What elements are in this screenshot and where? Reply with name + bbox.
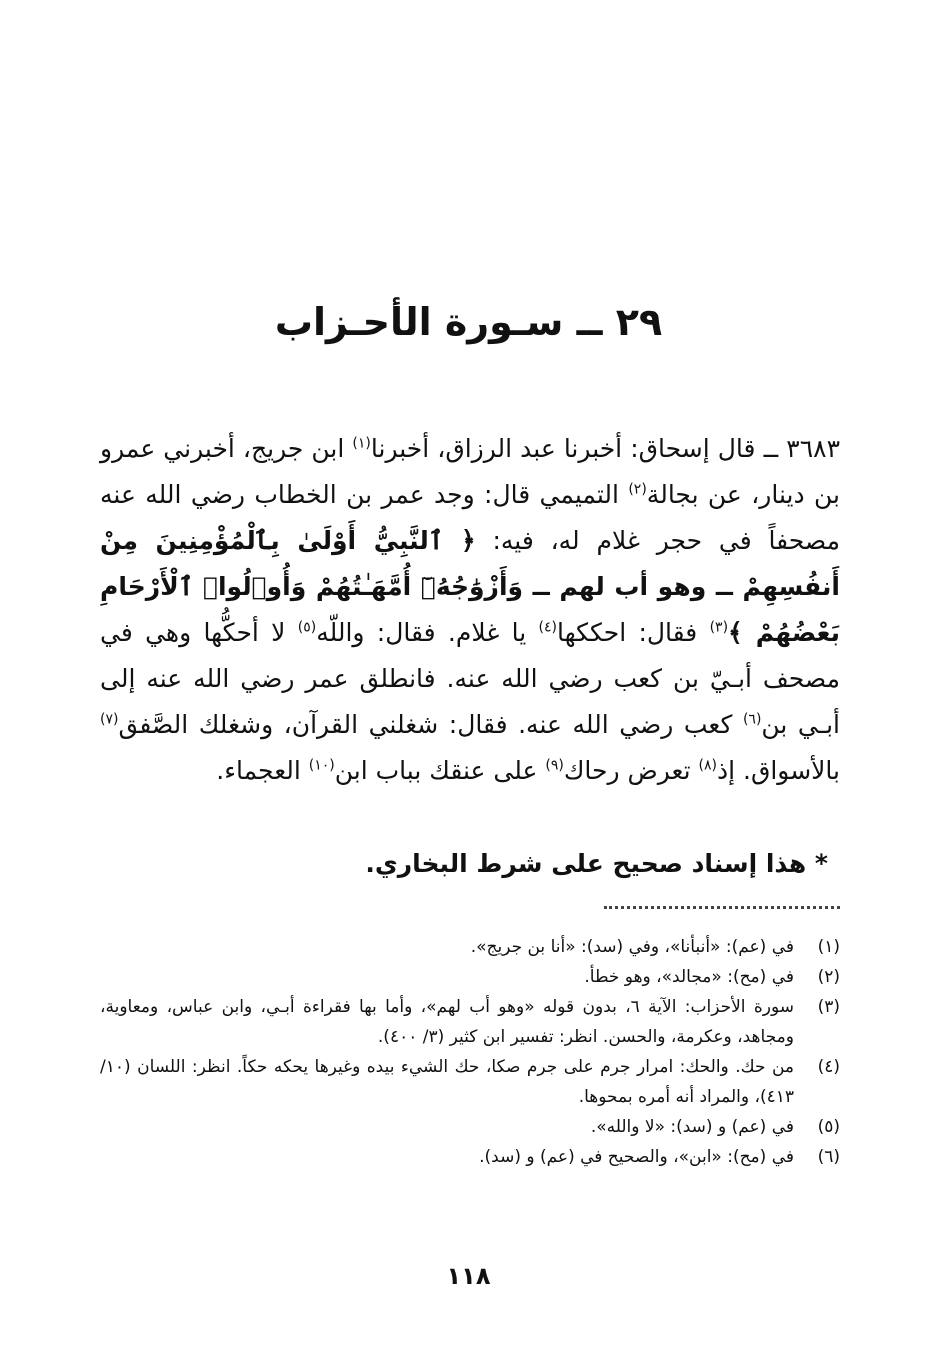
quran-verse: ﴿ ٱلنَّبِيُّ أَوْلَىٰ بِٱلْمُؤْمِنِينَ مِنْ أَنفُسِهِمْ ــ وهو أب لهم ــ وَأَزْوَٰجُهُۥٓ أُمَّهَـٰتُهُمْ وَأُو۟لُوا۟ ٱلْأَرْحَامِ بَعْضُهُمْ ﴾ (100, 526, 840, 647)
footnote-ref: (٨) (698, 757, 717, 774)
hadith-segment: العجماء. (216, 756, 301, 785)
hadith-segment: ابن جريج، أخبرني عمرو بن دينار، عن بجالة (100, 434, 840, 509)
hadith-segment: على عنقك بباب ابن (334, 756, 538, 785)
hadith-segment: لا أحكُّها وهي في مصحف أبـيّ بن كعب رضي الله عنه. فانطلق عمر رضي الله عنه إلى أبـي بن (100, 618, 840, 739)
footnote-number: (٤) (817, 1057, 840, 1077)
footnote-ref: (٣) (709, 619, 729, 636)
isnad-verdict: * هذا إسناد صحيح على شرط البخاري. (365, 849, 828, 878)
footnote-text: في (عم): «أنبأنا»، وفي (سد): «أنا بن جريج». (470, 937, 794, 957)
footnote-item (100, 962, 840, 992)
footnote-number: (٣) (817, 997, 840, 1017)
hadith-number: ٣٦٨٣ ــ (763, 434, 840, 463)
footnote-text: في (عم) و (سد): «لا والله». (590, 1117, 794, 1137)
footnote-ref: (٩) (545, 757, 564, 774)
footnote-number: (١) (817, 937, 840, 957)
hadith-segment: قال إسحاق: أخبرنا عبد الرزاق، أخبرنا (370, 434, 756, 463)
footnote-number: (٢) (817, 967, 840, 987)
hadith-text (100, 426, 840, 794)
footnote-text: من حك. والحك: امرار جرم على جرم صكا، حك الشيء بيده وغيرها يحكه حكاً. انظر: اللسان (١٠/ ٤١٣)، والمراد أنه أمره بمحوها. (100, 1057, 794, 1107)
hadith-segment: يا غلام. فقال: واللّه (316, 618, 527, 647)
hadith-segment: تعرض رحاك (563, 756, 691, 785)
chapter-title: ٢٩ ــ سـورة الأحـزاب (274, 300, 663, 344)
footnote-item (100, 1052, 840, 1112)
footnote-ref: (٢) (628, 481, 647, 498)
footnote-ref: (٤) (538, 619, 557, 636)
footnote-ref: (٥) (297, 619, 317, 636)
footnote-ref: (٧) (100, 711, 119, 728)
hadith-segment: التميمي قال: وجد عمر بن الخطاب رضي الله عنه مصحفاً في حجر غلام له، فيه: (100, 480, 840, 555)
footnote-item (100, 992, 840, 1052)
footnote-ref: (١٠) (308, 757, 335, 774)
footnote-number: (٦) (817, 1147, 840, 1167)
footnote-item (100, 932, 840, 962)
footnote-separator (604, 906, 840, 909)
hadith-segment: بالأسواق. إذ (716, 756, 840, 785)
footnote-text: سورة الأحزاب: الآية ٦، بدون قوله «وهو أب لهم»، وأما بها فقراءة أبـي، وابن عباس، ومعاوية، ومجاهد، وعكرمة، والحسن. انظر: تفسير ابن كثير (٣/ ٤٠٠). (100, 997, 794, 1047)
footnotes (100, 932, 840, 1172)
footnote-text: في (مح): «ابن»، والصحيح في (عم) و (سد). (479, 1147, 794, 1167)
footnote-number: (٥) (817, 1117, 840, 1137)
footnote-ref: (١) (352, 435, 371, 452)
footnote-item (100, 1112, 840, 1142)
footnote-ref: (٦) (742, 711, 762, 728)
footnote-item (100, 1142, 840, 1172)
hadith-segment: كعب رضي الله عنه. فقال: شغلني القرآن، وشغلك الصَّفق (118, 710, 733, 739)
hadith-segment: فقال: احككها (557, 618, 698, 647)
page-number: ١١٨ (446, 1262, 491, 1290)
footnote-text: في (مح): «مجالد»، وهو خطأ. (584, 967, 794, 987)
